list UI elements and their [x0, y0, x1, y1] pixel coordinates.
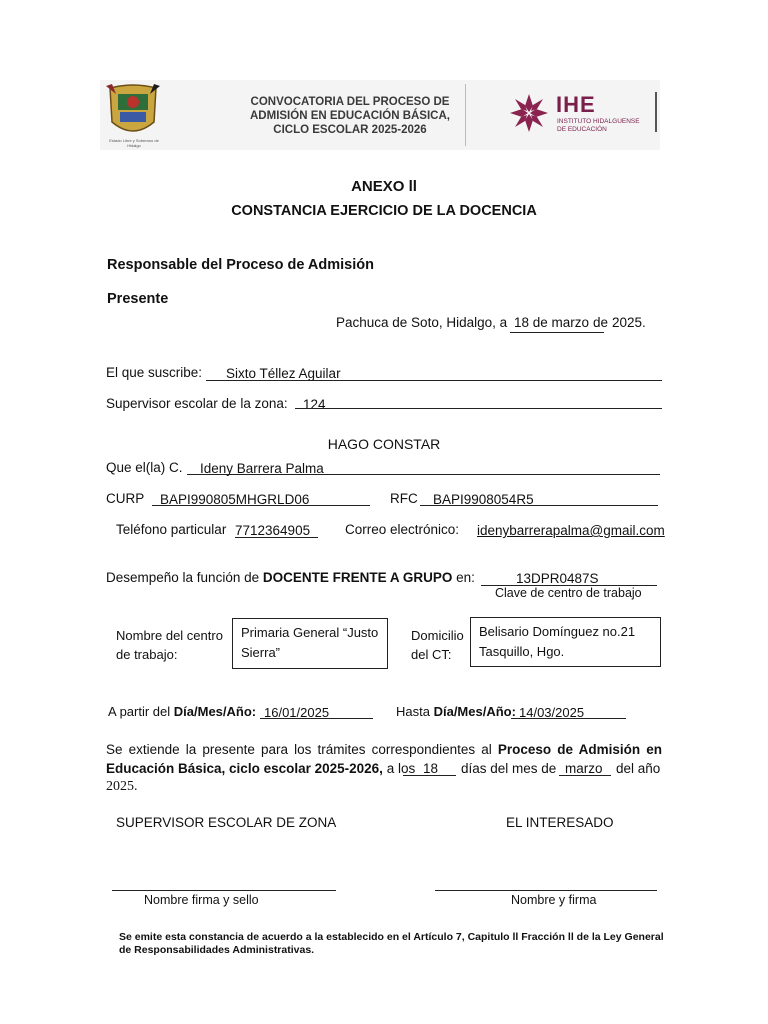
period-to-prefix: Hasta: [396, 704, 430, 719]
curp-label: CURP: [106, 491, 145, 506]
function-prefix: Desempeño la función de: [106, 570, 260, 585]
phone-underline: [235, 537, 318, 538]
closing-p3: 2025.: [106, 779, 138, 794]
signer-label: El que suscribe:: [106, 365, 203, 380]
ihe-sub-line-2: DE EDUCACIÓN: [557, 126, 607, 133]
workplace-name-label: [116, 626, 223, 664]
title-constancia: CONSTANCIA EJERCICIO DE LA DOCENCIA: [231, 203, 537, 219]
signature-right-title: EL INTERESADO: [506, 815, 614, 830]
footnote-line-2: de Responsabilidades Administrativas.: [119, 944, 315, 956]
footnote: [119, 931, 689, 957]
banner-title: [232, 95, 468, 137]
footnote-line-1: Se emite esta constancia de acuerdo a la establecido en el Artículo 7, Capitulo ll Fracción ll de la Ley General: [119, 931, 664, 943]
curp-value: BAPI990805MHGRLD06: [160, 492, 310, 507]
email-label: Correo electrónico:: [345, 522, 460, 537]
closing-p2-bold: Educación Básica, ciclo escolar 2025-2026,: [106, 761, 383, 776]
closing-p2c: del año: [616, 761, 661, 776]
period-to-value: 14/03/2025: [519, 705, 585, 720]
hidalgo-shield-logo: [104, 82, 162, 146]
period-from-bold: Día/Mes/Año:: [173, 704, 257, 719]
place-de: de: [593, 315, 609, 330]
function-line: [106, 570, 475, 585]
period-to-bold: Día/Mes/Año:: [433, 704, 516, 719]
zone-label: Supervisor escolar de la zona:: [106, 396, 288, 411]
period-from-underline: [260, 718, 373, 719]
closing-days: 18: [423, 761, 439, 776]
hago-constar: HAGO CONSTAR: [327, 436, 441, 452]
ihe-logo-text: IHE: [556, 92, 596, 117]
place-date: 18 de marzo: [514, 315, 590, 330]
address-label-1: Domicilio: [411, 628, 464, 643]
closing-p2b: días del mes de: [461, 761, 557, 776]
signature-right-line: [435, 890, 657, 891]
cct-caption: Clave de centro de trabajo: [495, 586, 642, 600]
date-underline: [510, 332, 604, 333]
addressee-presente: Presente: [107, 291, 169, 307]
phone-value: 7712364905: [235, 523, 311, 538]
teacher-label: Que el(la) C.: [106, 460, 183, 475]
function-role: DOCENTE FRENTE A GRUPO: [262, 570, 453, 585]
teacher-underline: [187, 474, 660, 475]
teacher-name: Ideny Barrera Palma: [200, 461, 324, 476]
curp-underline: [152, 505, 370, 506]
ihe-divider: [655, 92, 657, 132]
title-anexo: ANEXO ll: [351, 178, 417, 195]
address-line-2: Tasquillo, Hgo.: [479, 644, 565, 659]
period-to-underline: [511, 718, 626, 719]
closing-month: marzo: [565, 761, 603, 776]
closing-p1-bold: Proceso de Admisión en: [497, 742, 662, 757]
signature-left-line: [112, 890, 336, 891]
shield-caption: Estado Libre y Soberano de Hidalgo: [109, 138, 159, 148]
closing-line-1: [106, 742, 662, 757]
closing-line-2: [106, 761, 415, 776]
function-suffix: en:: [456, 570, 475, 585]
rfc-underline: [420, 505, 658, 506]
rfc-label: RFC: [390, 491, 418, 506]
banner-line-3: CICLO ESCOLAR 2025-2026: [273, 124, 427, 136]
closing-month-underline: [559, 775, 611, 776]
place-year: 2025.: [612, 315, 646, 330]
ihe-subtitle: [557, 118, 640, 134]
phone-label: Teléfono particular: [116, 522, 227, 537]
closing-p1: Se extiende la presente para los trámites correspondientes al: [106, 742, 492, 757]
closing-days-underline: [403, 775, 456, 776]
address-box: [470, 617, 661, 667]
workplace-name-label-2: de trabajo:: [116, 647, 178, 662]
period-from: [108, 704, 256, 719]
period-from-prefix: A partir del: [108, 704, 171, 719]
period-from-value: 16/01/2025: [264, 705, 330, 720]
zone-value: 124: [303, 397, 326, 412]
period-to: [396, 704, 516, 719]
banner-line-1: CONVOCATORIA DEL PROCESO DE: [250, 96, 450, 108]
workplace-name-value: Primaria General “Justo Sierra”: [241, 625, 379, 660]
address-line-1: Belisario Domínguez no.21: [479, 624, 636, 639]
zone-underline: [295, 408, 662, 409]
closing-p2: a los: [386, 761, 416, 776]
signature-right-caption: Nombre y firma: [511, 893, 597, 907]
workplace-name-box: [232, 618, 388, 669]
banner-divider: [465, 84, 466, 146]
rfc-value: BAPI9908054R5: [433, 492, 534, 507]
signer-name: Sixto Téllez Aguilar: [226, 366, 341, 381]
signature-left-caption: Nombre firma y sello: [144, 893, 259, 907]
place-prefix: Pachuca de Soto, Hidalgo, a: [336, 315, 508, 330]
signature-left-title: SUPERVISOR ESCOLAR DE ZONA: [116, 815, 337, 830]
signer-underline: [206, 380, 662, 381]
workplace-name-label-1: Nombre del centro: [116, 628, 223, 643]
addressee-to: Responsable del Proceso de Admisión: [107, 257, 374, 273]
address-label: [411, 626, 464, 664]
address-label-2: del CT:: [411, 647, 452, 662]
banner-line-2: ADMISIÓN EN EDUCACIÓN BÁSICA,: [250, 110, 450, 122]
ihe-flower-icon: [508, 92, 550, 134]
ihe-sub-line-1: INSTITUTO HIDALGUENSE: [557, 118, 640, 125]
email-value: idenybarrerapalma@gmail.com: [477, 523, 665, 538]
cct-value: 13DPR0487S: [516, 571, 599, 586]
